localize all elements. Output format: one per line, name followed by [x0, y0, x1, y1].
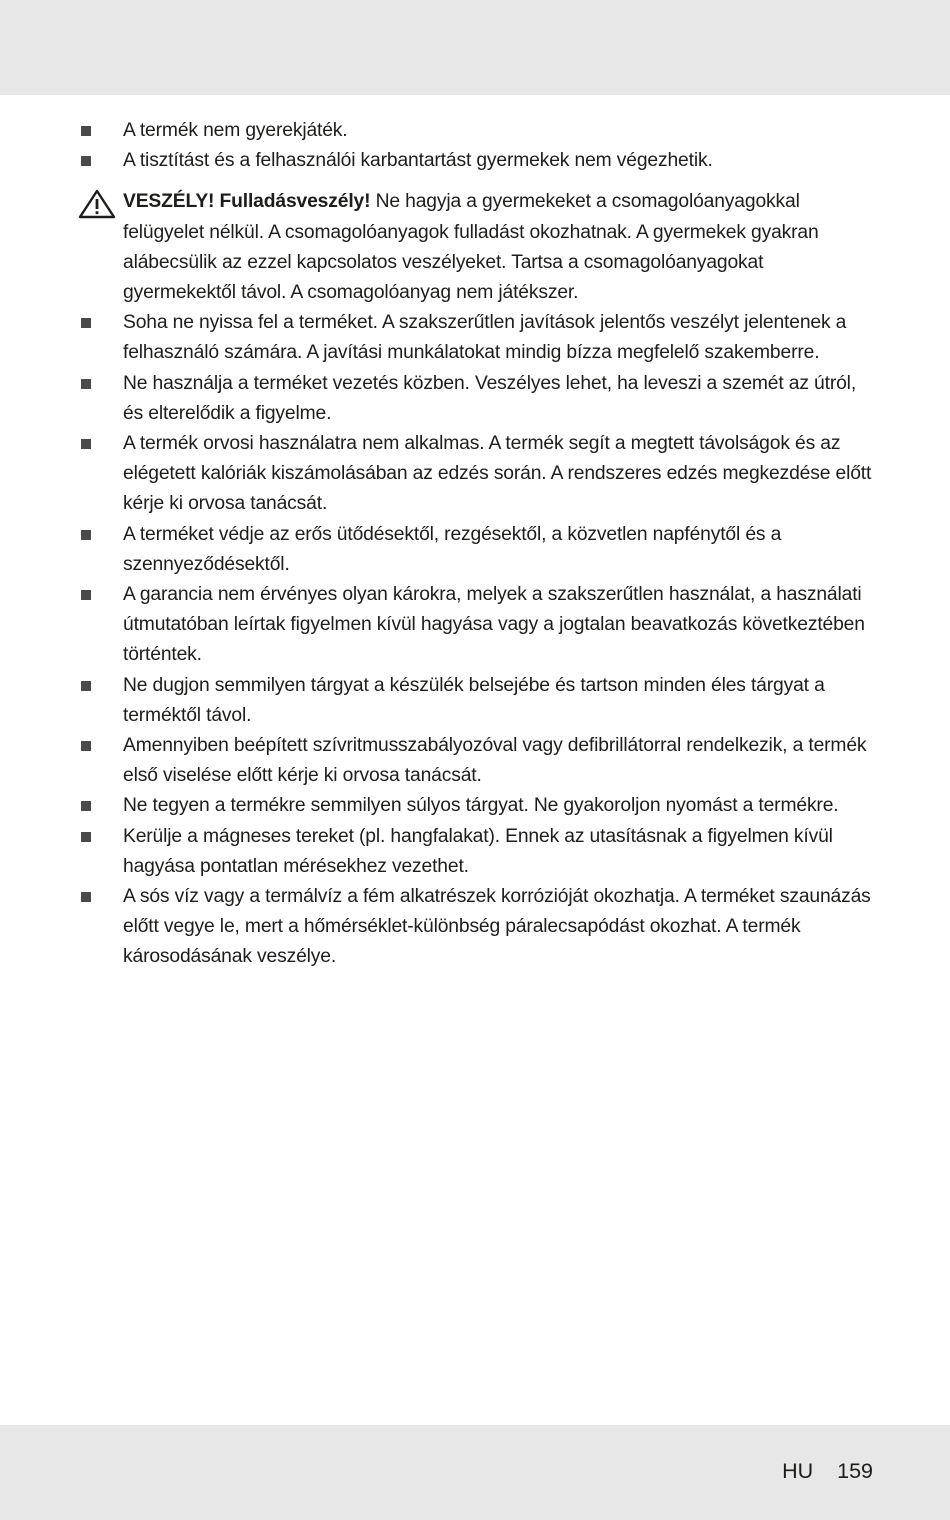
square-bullet-icon: [81, 318, 91, 328]
square-bullet-icon: [81, 681, 91, 691]
warning-block: [78, 187, 878, 308]
square-bullet-icon: [81, 156, 91, 166]
list-item-text: Ne dugjon semmilyen tárgyat a készülék belsejébe és tartson minden éles tárgyat a terméktől távol.: [123, 674, 825, 726]
square-bullet-icon: [81, 892, 91, 902]
list-item: [78, 146, 878, 176]
list-item-text: A tisztítást és a felhasználói karbantartást gyermekek nem végezhetik.: [123, 150, 713, 172]
warning-triangle-icon: [78, 189, 116, 219]
safety-instructions: [78, 116, 878, 973]
list-item-text: Soha ne nyissa fel a terméket. A szakszerűtlen javítások jelentős veszélyt jelentenek a felhasználó számára. A javítási munkálatokat mindig bízza megfelelő szakemberre.: [123, 312, 847, 364]
page-number: 159: [837, 1459, 873, 1483]
square-bullet-icon: [81, 439, 91, 449]
warning-text: Ne hagyja a gyermekeket a csomagolóanyagokkal felügyelet nélkül. A csomagolóanyagok fulladást okozhatnak. A gyermekek gyakran alábecsülik az ezzel kapcsolatos veszélyeket. Tartsa a csomagolóanyagokat gyermekektől távol. A csomagolóanyag nem játékszer.: [123, 191, 819, 304]
square-bullet-icon: [81, 741, 91, 751]
square-bullet-icon: [81, 801, 91, 811]
list-item-text: Ne használja a terméket vezetés közben. Veszélyes lehet, ha leveszi a szemét az útról, és elterelődik a figyelme.: [123, 372, 857, 424]
list-item: [78, 580, 878, 671]
list-item: [78, 520, 878, 580]
list-item-text: A termék orvosi használatra nem alkalmas. A termék segít a megtett távolságok és az elégetett kalóriák kiszámolásában az edzés során. A rendszeres edzés megkezdése előtt kérje ki orvosa tanácsát.: [123, 433, 872, 515]
square-bullet-icon: [81, 832, 91, 842]
warning-title: VESZÉLY! Fulladásveszély!: [123, 191, 371, 213]
list-item: [78, 822, 878, 882]
list-item: [78, 671, 878, 731]
list-item-text: A sós víz vagy a termálvíz a fém alkatrészek korrózióját okozhatja. A terméket szaunázás előtt vegye le, mert a hőmérséklet-különbség páralecsapódást okozhat. A termék károsodásának veszélye.: [123, 886, 871, 968]
list-item-text: Ne tegyen a termékre semmilyen súlyos tárgyat. Ne gyakoroljon nyomást a termékre.: [123, 795, 839, 817]
list-item-text: A termék nem gyerekjáték.: [123, 120, 348, 141]
list-item: [78, 791, 878, 821]
language-code: HU: [782, 1459, 814, 1483]
list-item: [78, 369, 878, 429]
list-item-text: Kerülje a mágneses tereket (pl. hangfalakat). Ennek az utasításnak a figyelmen kívül hagyása pontatlan mérésekhez vezethet.: [123, 825, 833, 877]
square-bullet-icon: [81, 126, 91, 136]
list-item-text: Amennyiben beépített szívritmusszabályozóval vagy defibrillátorral rendelkezik, a termék első viselése előtt kérje ki orvosa tanácsát.: [123, 735, 867, 787]
square-bullet-icon: [81, 530, 91, 540]
list-item: [78, 882, 878, 973]
list-item: [78, 116, 878, 146]
page-footer: [782, 1456, 873, 1486]
square-bullet-icon: [81, 379, 91, 389]
header-band: [0, 0, 950, 95]
list-item: [78, 429, 878, 520]
list-item-text: A garancia nem érvényes olyan károkra, melyek a szakszerűtlen használat, a használati útmutatóban leírtak figyelmen kívül hagyása vagy a jogtalan beavatkozás következtében történtek.: [123, 584, 865, 666]
list-item-text: A terméket védje az erős ütődésektől, rezgésektől, a közvetlen napfénytől és a szennyeződésektől.: [123, 523, 782, 575]
list-item: [78, 731, 878, 791]
square-bullet-icon: [81, 590, 91, 600]
list-item: [78, 308, 878, 368]
